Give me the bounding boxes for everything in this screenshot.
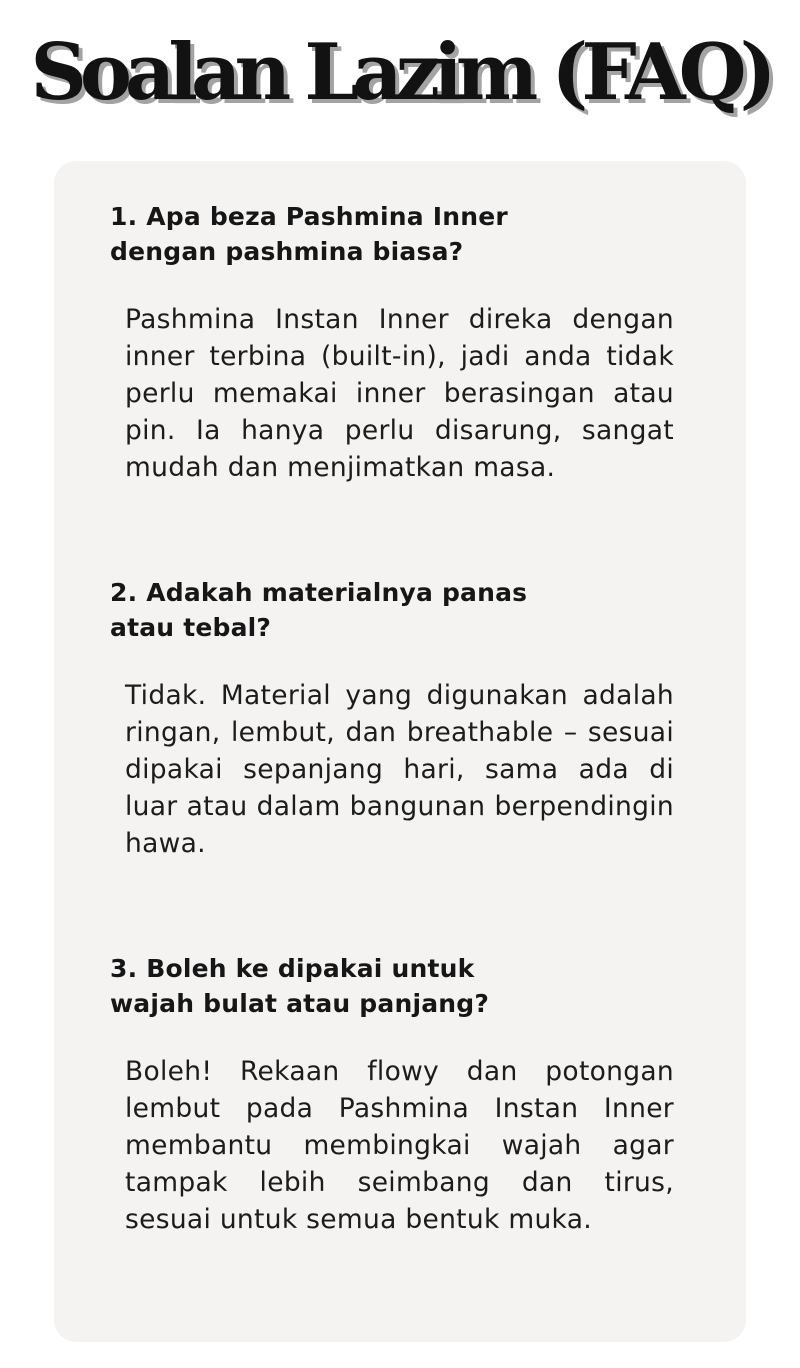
- faq-answer-2: Tidak. Material yang digunakan adalah ringan, lembut, dan breathable – sesuai dipakai sepanjang hari, sama ada di luar atau dalam bangunan berpendingin hawa.: [125, 680, 674, 859]
- faq-item-1: [110, 199, 676, 486]
- faq-item-2: [110, 575, 676, 862]
- faq-answer-3: Boleh! Rekaan flowy dan potongan lembut pada Pashmina Instan Inner membantu membingkai wajah agar tampak lebih seimbang dan tirus, sesuai untuk semua bentuk muka.: [125, 1056, 674, 1235]
- faq-question-3: 3. Boleh ke dipakai untuk wajah bulat atau panjang?: [110, 954, 490, 1018]
- faq-question-1: 1. Apa beza Pashmina Inner dengan pashmina biasa?: [110, 202, 508, 266]
- faq-question-2: 2. Adakah materialnya panas atau tebal?: [110, 578, 528, 642]
- faq-item-3: [110, 951, 676, 1238]
- faq-card: [54, 161, 746, 1342]
- page-title: Soalan Lazim (FAQ): [30, 27, 770, 118]
- faq-answer-1: Pashmina Instan Inner direka dengan inner terbina (built-in), jadi anda tidak perlu memakai inner berasingan atau pin. Ia hanya perlu disarung, sangat mudah dan menjimatkan masa.: [125, 304, 674, 483]
